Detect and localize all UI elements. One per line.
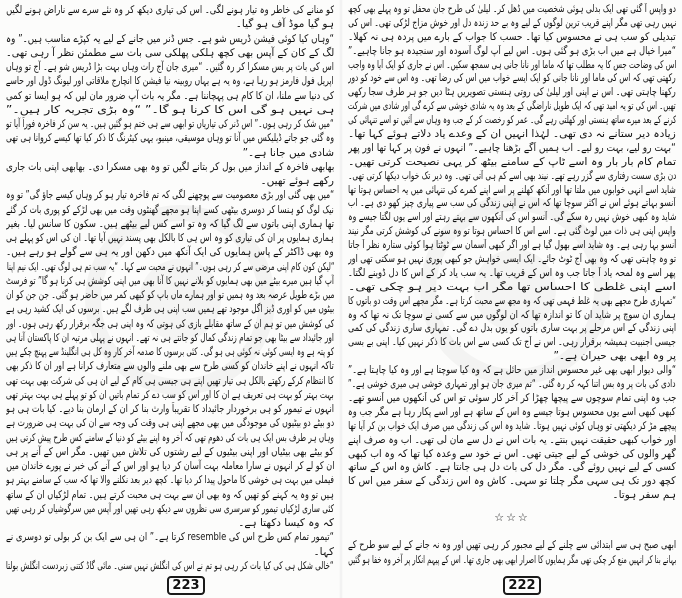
text-line bbox=[348, 253, 676, 267]
text-line bbox=[6, 302, 334, 316]
line-text: “والی دیوار ابھی بھی غیر محسوس انداز میں حائل ہے کہ وہ کیا سوچتا ہے اور وہ کیا چاہتا ہے۔” bbox=[348, 364, 676, 377]
line-text: “بہت رو لیے، بہت رو لیے۔ اب ہمیں آگے بڑھنا چاہیے۔” انہوں نے فون پر کہا تھا اور پھر bbox=[348, 141, 676, 154]
line-text: واپس اپنی ہی ذات میں لوٹ گئی ہے۔ اسے اس کا احساس ہوتا تو وہ سونے کی کوشش کرتی مگر نیند bbox=[348, 225, 676, 238]
line-text: پر وہ ابھی بھی حیران ہے۔” bbox=[553, 350, 676, 363]
line-text: دو واپس آ گئی تھی ایک بدلی ہوئی شخصیت میں ڈھل کر۔ لیلیٰ کی طرح جان محفل تو وہ پہلے بھی کچھ bbox=[348, 3, 676, 15]
text-line bbox=[6, 231, 334, 245]
line-text: تمام کام بار بار وہ اسے ٹاپ کے سامنے بیٹھ کر یہی نصیحت کرتی تھیں۔ bbox=[348, 155, 676, 168]
line-text: دن بڑی سست رفتاری سے گزر رہے تھے۔ نیند بھی اسے کم ہی آتی تھی۔ وہ دیر تک خواب دیکھا کرتی تھی۔ bbox=[348, 169, 676, 182]
text-line bbox=[348, 448, 676, 462]
page-text bbox=[348, 3, 676, 503]
text-line bbox=[348, 86, 676, 100]
text-line bbox=[6, 317, 334, 331]
text-line bbox=[348, 100, 676, 114]
text-line bbox=[348, 553, 676, 568]
text-line bbox=[6, 260, 334, 274]
line-text: ابھی صبح ہی سے ابتدائی سے چلنے کے لیے مجبور کر رہی تھیں اور وہ نہ جانے کے لیے سو طرح کے bbox=[348, 539, 676, 551]
line-text: کو پتہ ہے وہ ایسی کوئی نہ کوئی ہی ہو گی۔ کئی برسوں کا صدمہ آخر کار وہ کل ہی انگلینڈ سے پہنچ چکے ہیں bbox=[6, 346, 334, 358]
line-text: زیادہ دیر ستانے نہ دی تھی۔ لہٰذا انہیں ان کے وعدے یاد دلاتے ہوئے کہا تھا۔ bbox=[348, 128, 676, 141]
line-text: اپریل فول فارمز ہو رہا ہے، وہ یہ ہے یہاں روبینہ نیا فیشن کا انچارج ملاقاتی اور لیونگ ڈول اور حاسے bbox=[6, 75, 334, 88]
line-text: تبدیلی کو سب ہی نے محسوس کیا تھا۔ حسب کا جواب کے بارے میں پردہ ہی نہ کھلا۔ bbox=[348, 30, 676, 43]
text-line bbox=[348, 114, 676, 128]
text-line bbox=[6, 288, 334, 302]
text-line bbox=[6, 3, 334, 17]
line-text: آپ گیا ہیں میرے بیٹے میں بھی ہمایوں کو بلانے نہیں کا آنا بھی میں اپنی کوشش ہی کرنا ہو گا” تو فرسٹ bbox=[6, 274, 334, 287]
line-text: ہماری ہمایوں پر ان کی تیاری کو وہ اس ہی کا بالکل بھی پسند نہیں آیا تھا۔ ان کی اس کو پہلے ہی bbox=[6, 232, 334, 244]
line-text: وہاں ہر طرف بس ایک ہی بات کی دھوم تھی کہ آخر وہ اپنے بیٹے کو دنیا کے سامنے کس طرح پیش کرتی ہیں bbox=[6, 431, 334, 444]
text-line bbox=[348, 267, 676, 281]
text-line bbox=[6, 274, 334, 288]
text-line bbox=[348, 364, 676, 378]
page-223 bbox=[0, 0, 340, 598]
line-text: ہیں تو وہ یہ کہنے کو تھیں کہ وہ بھی ان سے بہت ہی محبت کرتے ہیں۔ تمام لڑکیاں ان کے ساتھ bbox=[6, 488, 334, 501]
text-line bbox=[6, 459, 334, 473]
text-line bbox=[6, 402, 334, 416]
line-text: بہت بہتر کو بہت ہی تعریف ہے ان کا اور اس کو سب دے کر تمام باتیں ان کو تو پہلے ہی بہت بہتر تھی bbox=[6, 388, 334, 401]
text-line bbox=[6, 17, 334, 31]
text-line bbox=[6, 331, 334, 345]
text-line bbox=[6, 516, 334, 530]
text-line bbox=[6, 530, 334, 544]
line-text: اور جائیداد سے بیٹا بھی جو تمام زندگی کمال کو جانتے ہی نہ تھے۔ انہوں نے پہلی مرتبہ ان کا پاکستان آنا ہی bbox=[6, 331, 334, 344]
line-text: کو منانے کی خاطر وہ تیار ہونے لگی۔ اس کی تیاری دیکھ کر وہ نئے سرے سے ناراض ہونے لگیں bbox=[6, 4, 334, 16]
text-line bbox=[6, 103, 334, 117]
text-line bbox=[348, 72, 676, 86]
text-line bbox=[6, 345, 334, 359]
text-line bbox=[348, 3, 676, 17]
line-text: ہم سفر ہوتا۔ bbox=[612, 489, 676, 502]
text-line bbox=[348, 475, 676, 489]
line-text: اسے اپنی غلطی کا احساس تھا مگر اب بہت دیر ہو چکی تھی۔ bbox=[348, 280, 676, 293]
line-text: “تمہاری طرح مجھے بھی یہ غلط فہمی تھی کہ وہ مجھ سے محبت کرتا ہے۔ مگر مجھے اس وقت دو باتوں کا bbox=[348, 294, 676, 307]
line-text: کبھی کبھی اسے یوں محسوس ہوتا جیسے وہ اس کے ساتھ ہے اور اسے پکار رہا ہے مگر جب وہ bbox=[348, 405, 676, 418]
line-text: فیملی میں بہت ہی خوشی کا ماحول پیدا کر دیا تھا۔ کچھ دیر بعد نکلنے والا تھا کہ سب کے سامنے بہتر ہو bbox=[6, 474, 334, 487]
text-line bbox=[6, 359, 334, 373]
text-line bbox=[348, 461, 676, 475]
line-text: ہو گیا موڈ آف ہو گیا۔ bbox=[235, 18, 334, 31]
text-line bbox=[348, 434, 676, 448]
line-text: بہانے بنا کر انہیں منع کر چکی تھی مگر ہمایوں کا اصرار ابھی بھی جاری تھا۔ اس کے پیہم انکار پر آخر وہ خفا ہو گئیں bbox=[348, 553, 676, 566]
text-line bbox=[348, 489, 676, 503]
text-line bbox=[6, 488, 334, 502]
line-text: نہیں رہی تھی مگر اپنے قریب ترین لوگوں کے لیے وہ بے حد زندہ دل اور خوش مزاج لڑکی تھی۔ اس کی bbox=[348, 16, 676, 29]
text-line bbox=[348, 281, 676, 295]
line-text: دو بیٹے دو بیٹیوں کی موجودگی میں بھی مجھے اپنی ہی وقت کی وجہ سے ان کی بہت ہی ضرورت ہے bbox=[6, 417, 334, 430]
text-line bbox=[348, 128, 676, 142]
text-line bbox=[6, 89, 334, 103]
line-text: کا انتظام کرکے رکھتے بالکل ہی تیار تھیں اپنے ہی جیسی ہی کام کے لیے ان ہی کی شرکت بھی بہت تھی bbox=[6, 374, 334, 387]
text-line bbox=[348, 59, 676, 73]
page-text bbox=[6, 3, 334, 573]
text-line bbox=[348, 538, 676, 553]
line-text: “وہاں کیا کوئی فیشن ڈریس شو ہے۔ جس ڈنر میں جانے کے لیے یہ کپڑے مناسب ہیں۔” وہ bbox=[6, 32, 334, 45]
line-text: آنسو بہاتے ہوئے اس نے اکثر سوچا تھا کہ اس نے اپنی زندگی کی سب سے پیاری چیز کھو دی ہے۔ اب bbox=[348, 197, 676, 210]
text-line bbox=[348, 420, 676, 434]
line-text: ہی نہیں ہو گی اس کا کرنا ہو گا۔” “وہ بڑی تجربہ کار ہیں۔” bbox=[6, 103, 334, 116]
line-text: تو وہ چاہتی تھی کہ وہ بھی آج ٹوٹ جائے۔ ایک ایسی خواہش جو کبھی پوری نہیں ہو سکتی تھی اور bbox=[348, 253, 676, 266]
line-text: ان کو لے کر انہوں نے سارا معاملہ بہت آسان کر دیا ہو اور اس کے آنے کی خبر نے پورے خاندان میں bbox=[6, 460, 334, 472]
text-line bbox=[348, 184, 676, 198]
text-line bbox=[6, 388, 334, 402]
text-line bbox=[6, 60, 334, 74]
text-line bbox=[348, 350, 676, 364]
text-line bbox=[348, 406, 676, 420]
line-text: بھابھی فاخرہ کے انداز میں بول کر بتانے لگیں تو وہ بھی مسکرا دی۔ بھابھی اپنی بات جاری bbox=[6, 160, 334, 173]
page-number: 222 bbox=[503, 576, 541, 595]
line-text: پیچھے مڑ کر دیکھتی تو وہاں کوئی نہیں ہوتا۔ شاید وہ اس کی زندگی میں صرف ایک خواب بن کر آیا تھا bbox=[348, 419, 676, 432]
text-line bbox=[348, 17, 676, 31]
text-line bbox=[348, 309, 676, 323]
line-text: لگ کے کان کے آپس بھی کچھ ہلکی پھلکی سی بات سے مطمئن نظر آ رہی تھی۔ bbox=[6, 46, 334, 59]
text-line bbox=[6, 203, 334, 217]
line-text: تھا ہماری اپنی باتوں سے لگ گیا کہ وہ تو اسے کس لیے بیٹھے ہیں۔ سکون کا سانس لیا۔ بغیر bbox=[6, 217, 334, 230]
line-text: نیک لوگ کو ہنسا کر دوسری بیٹھی کسے اپنا ہو مجھے گھنٹوں وقت میں بھی لڑکے کو پوری بات کر گئے bbox=[6, 203, 334, 216]
line-text: تاکہ انہوں نے اپنے خاندان کو کسی طرح سے بھی ملنے والوں سے متعارف کرانا ہے اور ان کا ذکر بھی bbox=[6, 360, 334, 373]
page-222 bbox=[342, 0, 682, 598]
line-text: کہا۔ bbox=[313, 545, 334, 558]
text-line bbox=[6, 374, 334, 388]
next-section-text bbox=[348, 538, 676, 567]
text-line bbox=[6, 445, 334, 459]
text-line bbox=[348, 197, 676, 211]
line-text: وہ بھی ڈاکٹر کے پاس ہمایوں کی ایک آنکھ میں دکھن اور یہ ہی سے گولے ہو رہے ہیں۔ bbox=[6, 246, 334, 259]
text-line bbox=[6, 46, 334, 60]
line-text: دادی کی بات پر وہ بس اتنا کہہ کر رہ گئی۔ “تم میری جان ہو اور تمہاری خوشی ہی میری خوشی ہے۔” bbox=[348, 378, 676, 391]
text-line bbox=[348, 156, 676, 170]
text-line bbox=[6, 431, 334, 445]
line-text: کی دنیا سے ملنا، ان کا کام ہی پہچاننا ہے۔ مگر یہ بات آپ ضرور مان لیں کہ ہو ایسا تو کمی bbox=[6, 89, 334, 102]
line-text: “میرا خیال ہے میں اب بڑی ہو گئی ہوں۔ اس لیے آپ لوگ آسودہ اور سنجیدہ ہو جانا چاہیے۔” bbox=[348, 44, 676, 57]
text-line bbox=[6, 416, 334, 430]
text-line bbox=[6, 160, 334, 174]
line-text: کچھ دور تک ہی سہی مگر چلتا تو سہی۔ کاش وہ اس زندگی کے سفر میں اس کا bbox=[348, 475, 676, 488]
line-text: “خالی شکل ہی کی کیا بات کر رہی ہو تم نے اس کی انگلش نہیں سنی۔ مائی گاڈ کتنی زبردست انگلش بولتا bbox=[6, 559, 334, 572]
text-line bbox=[348, 31, 676, 45]
text-line bbox=[348, 295, 676, 309]
text-line bbox=[6, 174, 334, 188]
text-line bbox=[6, 473, 334, 487]
line-text: جیسی اجنبیت ہمیشہ برقرار رہی۔ اس نے آج تک کسی سے اس بات کا ذکر نہیں کیا۔ اپنی بے بسی bbox=[348, 336, 676, 349]
text-line bbox=[6, 146, 334, 160]
text-line bbox=[348, 239, 676, 253]
line-text: “تیمور تمام کس طرح اس کی resemble کرتا ہے۔” ان ہی سے ایک بن کر بولی تو دوسری نے bbox=[6, 531, 334, 544]
text-line bbox=[6, 217, 334, 231]
line-text: پھر اسے وہ لمحہ یاد آ جاتا جب وہ اس کے قریب تھا۔ یہ سب یاد کر کے اس کا دل ڈوبنے لگتا۔ bbox=[348, 266, 676, 279]
line-text: کرنے کے بعد میرے ساتھ ہنستی اور کھلتی رہے گی۔ عمر کو رخصت کر کے جب وہ وہاں سے آئیں تو اسے تنہائی کی bbox=[348, 114, 676, 127]
line-text: وہ گئی جو جاتے ڈیلیکس میں آنا تو وہاں موسیقی، مینیو، یہی کیٹرنگ کا ذکر کیا تھا کیسے کروانا ہی تھی bbox=[6, 132, 334, 145]
line-text: میں بڑے طویل عرصہ بعد وہ ہمیں تو اور ہمارے ماں باپ کو کبھی کمر میں حاضر ہو گئی۔ جن جن کو ان bbox=[6, 289, 334, 301]
text-line bbox=[348, 378, 676, 392]
text-line bbox=[348, 142, 676, 156]
line-text: گھر والوں کی خوشی کے لیے جیتی تھی۔ اس نے خود سے وعدہ کیا تھا کہ وہ اب کبھی bbox=[348, 447, 676, 460]
line-text: رکھتی تھی کہ اس کی ماما اور نانا جانی کو ایک ایسے خواب میں اس کی رضا تھی۔ وہ اس سے خود کو دور bbox=[348, 72, 676, 85]
line-text: اس کی وضاحت جس کا یہ مطلب تھا کہ ماما اور نانا جانی ہی سمجھ سکیں۔ اس نے جاری کو ایک آیا وہ واجب bbox=[348, 58, 676, 71]
line-text: آنسو بہا رہی ہے۔ وہ شاید اسے بھول گیا ہے اور اگر کبھی آسمان سے ٹوٹتا ہوا کوئی ستارہ نظر آ جاتا bbox=[348, 239, 676, 252]
line-text: “میں بھی گئی اور بڑی معصومیت سے پوچھنے لگی کہ تم فاخرہ تیار ہو کر وہاں کیسے جاؤ گی” تو وہ bbox=[6, 189, 334, 202]
line-text: “لیکن کون کام اپنی مرضی سے کر رہی ہوں۔” انہوں نے محبت سے کہا۔ “یہ سب تم ہی لوگ تھی۔ ایک نیم اپنا bbox=[6, 260, 334, 273]
text-line bbox=[6, 131, 334, 145]
line-text: تھیں۔ اس کی تو یہ امید تھی کہ ایک طویل ناراضگی کے بعد وہ یہ شادی خوشی سے کرے گی اور شادی میں شرکت bbox=[348, 100, 676, 113]
line-text: ہماری ان سوچ پر شاید ان کا تو اندازہ تھا کہ ان لوگوں میں سے کسی نے سوچا تک نہ تھا کہ وہ bbox=[348, 308, 676, 321]
line-text: بیٹوں میں کو اوری ڈیز اگل موجود تھے ہمیں سب اپنی ہی طرف لگے ہیں۔ برسوں کی ایک کشید رہی ہے bbox=[6, 303, 334, 316]
text-line bbox=[6, 559, 334, 573]
line-text: انہوں نے تیمور کو ہی برخوردار جائیداد کا تقریباً وارث بنا کر ان کے ارمان بنا دیے۔ کیا بات ہی ہو bbox=[6, 403, 334, 415]
section-separator: ☆☆☆ bbox=[494, 511, 530, 524]
line-text: شادی میں جانا ہے۔” bbox=[242, 146, 334, 159]
line-text: کئی ساری لڑکیاں تیمور کو سرسری سی نظروں سے دیکھ رہی تھیں اور آپس میں سرگوشیاں کر رہی تھیں bbox=[6, 502, 334, 515]
text-line bbox=[348, 225, 676, 239]
text-line bbox=[6, 117, 334, 131]
line-text: شاید اسے انہی خوابوں میں ملتا تھا اور آنکھ کھلنے پر اسے اپنے کمرے کی تنہائی میں یہ احساس ہوتا تھا bbox=[348, 183, 676, 196]
text-line bbox=[348, 322, 676, 336]
text-line bbox=[348, 170, 676, 184]
text-line bbox=[6, 32, 334, 46]
line-text: جب وہ اپنی تمام سوچوں سے پیچھا چھڑا کر آخر کار سوئی تو اس کی آنکھوں میں آنسو تھے۔ bbox=[348, 391, 676, 404]
line-text: رکھنا چاہتی تھی۔ اس نے اپنی اور لیلیٰ کی روتی ہنستی تصویریں ہٹا دیں جو ہر طرف سجا رکھی bbox=[348, 86, 676, 99]
text-line bbox=[348, 211, 676, 225]
line-text: اور خواب کبھی حقیقت نہیں بنتے۔ یہ بات اس نے دل سے مان لی تھی۔ اب وہ صرف اپنے bbox=[348, 433, 676, 446]
line-text: کو بیٹے بھی بیٹیاں اور اپنی بیٹیوں کے لیے رشتوں کی تلاش میں تھیں۔ مگر اس کے آنے پر ہی bbox=[6, 445, 334, 458]
line-text: شاید وہ کبھی خوش نہیں رہ سکے گی۔ آنسو اس کی آنکھوں سے بہتے رہتے اور اسے یوں لگتا جیسے وہ bbox=[348, 211, 676, 224]
text-line bbox=[6, 188, 334, 202]
line-text: کی کوشش میں تو ہم ان کے ساتھ مقابلے بازی کی ہوتی کہ وہ اپنی ہی جگہ برقرار رکھ رہی ہوں۔ اور bbox=[6, 317, 334, 330]
line-text: اپنی زندگی کے اس مرحلے پر بہت ساری باتوں کو یوں بدل دے گی۔ تمہاری ساری زندگی کی کمی bbox=[348, 322, 676, 335]
text-line bbox=[348, 45, 676, 59]
text-line bbox=[6, 245, 334, 259]
text-line bbox=[348, 336, 676, 350]
text-line bbox=[6, 502, 334, 516]
line-text: کہ وہ کیسا دکھتا ہے۔ bbox=[238, 517, 334, 529]
line-text: “میں شک کر رہی ہوں۔” اس ڈنر کی تیاریاں تو ابھی سے ہی ختم ہو گئیں ہیں۔ یہ سن کر فاخرہ فوراً آیا تو bbox=[6, 118, 334, 130]
page-number: 223 bbox=[167, 576, 205, 595]
line-text: کسی کے لیے نہیں روئے گی۔ مگر دل کی بات دل ہی جانتا ہے۔ کاش وہ اس کے ساتھ bbox=[348, 461, 676, 474]
text-line bbox=[6, 545, 334, 559]
line-text: رکھے ہوئے تھیں۔ bbox=[260, 175, 334, 187]
text-line bbox=[6, 74, 334, 88]
line-text: اس کی بات پر بس مسکرا کر رہ گئیں۔ “میری جان آج رات وہاں بہت بڑا ڈریس شو ہے۔ آج تو وہاں bbox=[6, 61, 334, 73]
text-line bbox=[348, 392, 676, 406]
